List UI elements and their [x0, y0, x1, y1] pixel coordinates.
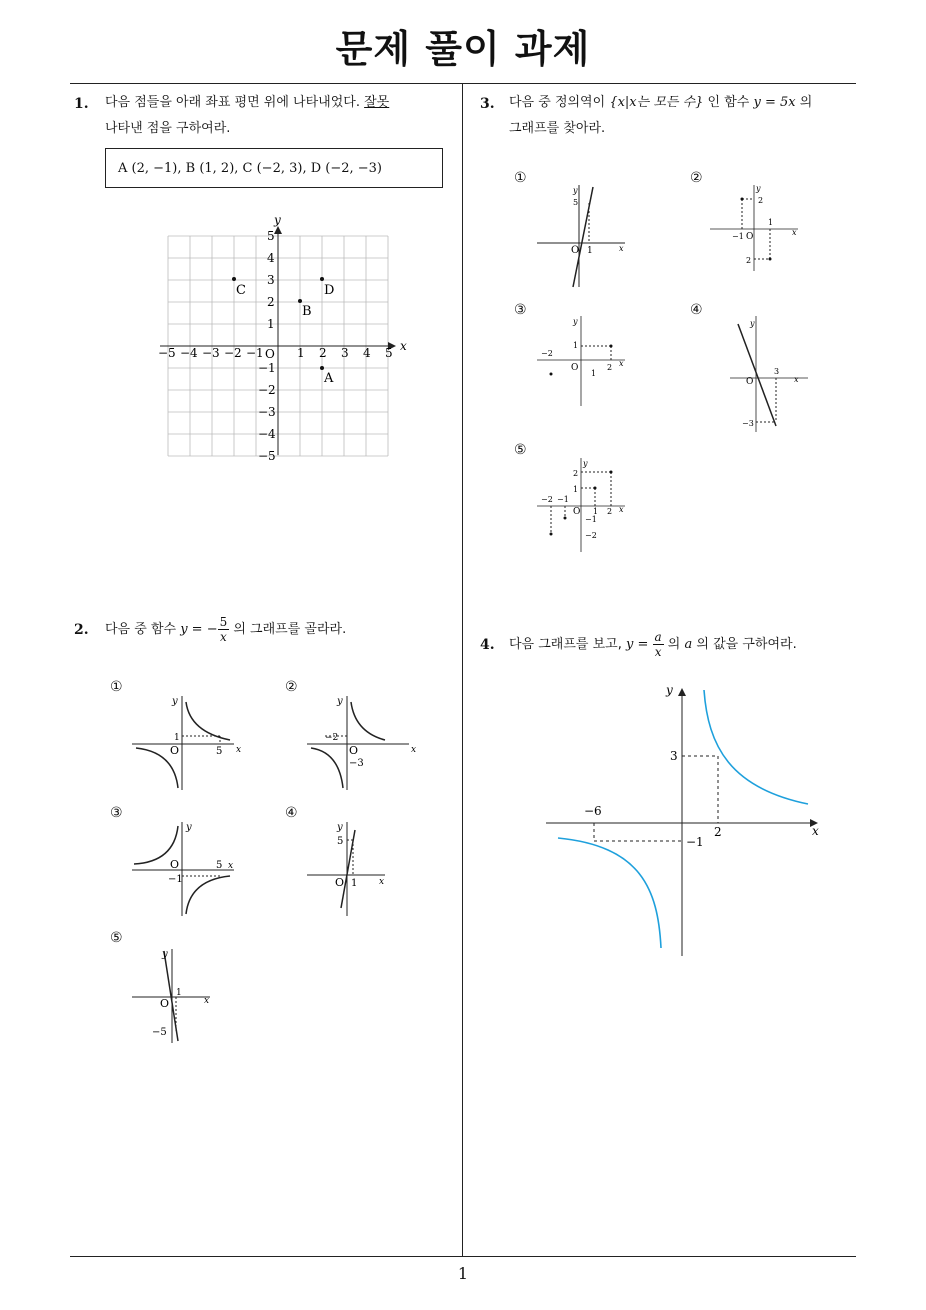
- q3-text-c: 그래프를 찾아라.: [509, 121, 606, 136]
- q4-label-x2: 2: [714, 825, 722, 839]
- q4-x-label: x: [812, 824, 819, 838]
- q3o5-x2: 2: [607, 507, 613, 516]
- q2o3-x5: 5: [216, 860, 223, 871]
- q1-text: [105, 90, 457, 142]
- top-rule: [70, 83, 856, 84]
- q1-x-tick: −4: [180, 346, 198, 360]
- q3-option-2-graph[interactable]: [708, 183, 808, 273]
- q2o4-x1: 1: [351, 878, 358, 889]
- q2-option-3-graph[interactable]: [130, 818, 240, 918]
- q1-y-tick: −1: [258, 361, 276, 375]
- q1-x-label: x: [400, 339, 407, 353]
- q4-y-arrow: [678, 688, 686, 696]
- q4-graph: [540, 678, 830, 963]
- q4-number: 4.: [480, 637, 495, 653]
- q2o4-y: y: [337, 822, 343, 833]
- q3-text-b: 의: [795, 95, 813, 110]
- q1-text-underlined: 잘못: [364, 95, 390, 110]
- q1-x-tick: −2: [224, 346, 242, 360]
- q2o3-yn: −1: [168, 874, 183, 885]
- q2o5-origin: O: [160, 997, 170, 1010]
- q3-option-3-graph[interactable]: [535, 314, 635, 409]
- q2-fraction: [218, 615, 230, 644]
- q1-x-tick: 3: [341, 346, 349, 360]
- q3o2-yn: 2: [746, 256, 752, 265]
- q2-option-2-graph[interactable]: [305, 692, 415, 792]
- bottom-rule: [70, 1256, 856, 1257]
- label-C: C: [236, 283, 246, 298]
- q4-label-y3: 3: [670, 749, 678, 763]
- q2o5-y: y: [162, 949, 168, 960]
- q3o4-origin: O: [746, 377, 754, 387]
- q3-text-a: 다음 중 정의역이: [509, 95, 610, 110]
- q2-option-4-marker[interactable]: ④: [285, 805, 298, 821]
- q3-option-3-marker[interactable]: ③: [514, 302, 527, 318]
- q1-text-b: 나타낸 점을 구하여라.: [105, 121, 231, 136]
- q3-option-1-graph[interactable]: [535, 183, 635, 289]
- q1-y-tick: 2: [267, 295, 275, 309]
- label-D: D: [324, 283, 335, 298]
- q1-coordinate-plane: [150, 210, 410, 470]
- point-A: [320, 366, 324, 370]
- q4-var-a: a: [684, 637, 693, 652]
- q2-option-1-marker[interactable]: ①: [110, 679, 123, 695]
- q1-number: 1.: [74, 96, 89, 112]
- q3o5-origin: O: [573, 507, 581, 517]
- q3o1-x: x: [619, 244, 624, 253]
- q2o4-y5: 5: [337, 836, 344, 847]
- q3o4-y: y: [750, 319, 755, 328]
- q3-text-mid: 인 함수: [703, 95, 754, 110]
- q1-x-tick: 2: [319, 346, 327, 360]
- q1-x-tick: −3: [202, 346, 220, 360]
- q1-y-tick: 3: [267, 273, 275, 287]
- q1-y-arrow: [274, 226, 282, 234]
- q2-option-1-graph[interactable]: [130, 692, 240, 792]
- q3o2-y2: 2: [758, 196, 764, 205]
- q2-formula-lhs: y = −: [180, 622, 218, 637]
- q3o3-y1: 1: [573, 341, 579, 350]
- q2-frac-den: x: [220, 630, 227, 644]
- q3o5-y2: 2: [573, 469, 579, 478]
- q4-frac-den: x: [654, 645, 662, 659]
- q3o5-yn1: −1: [585, 515, 597, 524]
- q3o2-x: x: [792, 228, 797, 237]
- q3o4-yn: −3: [742, 419, 754, 428]
- q4-text-b: 의: [663, 637, 685, 652]
- q3o1-origin: O: [571, 245, 580, 256]
- q2-option-2-marker[interactable]: ②: [285, 679, 298, 695]
- q3o3-xn: −2: [541, 349, 553, 358]
- q3o5-y1: 1: [573, 485, 579, 494]
- point-D: [320, 277, 324, 281]
- q1-y-tick: −3: [258, 405, 276, 419]
- q2o1-x: x: [236, 745, 242, 755]
- q2-option-4-graph[interactable]: [305, 818, 415, 918]
- q2o3-x: x: [228, 861, 234, 871]
- q4-text-a: 다음 그래프를 보고,: [509, 637, 626, 652]
- q4-label-xn6: −6: [584, 804, 602, 818]
- q3-option-2-marker[interactable]: ②: [690, 170, 703, 186]
- q2-text-b: 의 그래프를 골라라.: [229, 622, 347, 637]
- q2-frac-num: 5: [219, 615, 228, 629]
- q2o1-x5: 5: [216, 746, 223, 757]
- q1-origin: O: [265, 347, 275, 361]
- q3-option-4-marker[interactable]: ④: [690, 302, 703, 318]
- q4-curve-quadrant-3: [558, 838, 661, 948]
- q3o4-x: x: [794, 375, 799, 384]
- page-title: 문제 풀이 과제: [335, 27, 591, 71]
- q2o2-origin: O: [349, 744, 359, 757]
- label-A: A: [324, 371, 334, 386]
- q3o1-y5: 5: [573, 198, 579, 207]
- q3o5-y: y: [583, 459, 588, 468]
- label-B: B: [302, 304, 312, 319]
- q4-curve-quadrant-1: [704, 690, 808, 804]
- q3o1-y: y: [573, 186, 578, 195]
- q4-text: [509, 625, 869, 665]
- q2-number: 2.: [74, 622, 89, 638]
- q2o5-x1: 1: [176, 988, 182, 998]
- q3o2-origin: O: [746, 232, 754, 242]
- q1-x-tick: 5: [385, 346, 393, 360]
- q3o5-x1: 1: [593, 507, 599, 516]
- q2-text-a: 다음 중 함수: [105, 622, 181, 637]
- point-C: [232, 277, 236, 281]
- q2o1-y1: 1: [174, 733, 180, 743]
- q2-text: [105, 610, 457, 650]
- q2o1-origin: O: [170, 744, 180, 757]
- q1-text-a: 다음 점들을 아래 좌표 평면 위에 나타내었다.: [105, 95, 365, 110]
- q2o1-y: y: [172, 696, 178, 707]
- q3o3-x1: 1: [591, 369, 597, 378]
- q2o3-y: y: [186, 822, 192, 833]
- q1-y-tick: 4: [267, 251, 275, 265]
- q3o3-y: y: [573, 317, 578, 326]
- q4-fraction: [653, 630, 664, 659]
- q3o2-xn: −1: [732, 232, 744, 241]
- q3-option-4-graph[interactable]: [728, 314, 818, 434]
- q3o4-x3: 3: [774, 367, 780, 376]
- column-divider: [462, 83, 463, 1256]
- q3-domain-set: {x|x는 모든 수}: [609, 95, 704, 110]
- q4-text-c: 의 값을 구하여라.: [692, 637, 797, 652]
- q1-x-tick: 1: [297, 346, 305, 360]
- q1-x-tick: 4: [363, 346, 371, 360]
- q2o5-x: x: [204, 996, 210, 1006]
- q2o5-yn: −5: [152, 1027, 167, 1038]
- q3-text: [509, 90, 869, 142]
- q1-x-tick: −5: [158, 346, 176, 360]
- q2o2-y: y: [337, 696, 343, 707]
- q4-formula-lhs: y =: [626, 637, 653, 652]
- q1-y-tick: 1: [267, 317, 275, 331]
- q3-option-5-graph[interactable]: [535, 456, 635, 554]
- q1-y-label: y: [274, 213, 281, 227]
- q3-number: 3.: [480, 96, 495, 112]
- page-number: 1: [457, 1264, 469, 1283]
- q2-option-5-graph[interactable]: [130, 945, 240, 1045]
- q2o4-x: x: [379, 877, 385, 887]
- q4-y-label: y: [666, 683, 673, 697]
- q3-formula: y = 5x: [753, 95, 796, 110]
- q3o2-x1: 1: [768, 218, 774, 227]
- q1-y-tick: −4: [258, 427, 276, 441]
- q3o5-xn1: −1: [557, 495, 569, 504]
- q3o2-y: y: [756, 184, 761, 193]
- q1-y-tick: −5: [258, 449, 276, 463]
- q2o4-origin: O: [335, 876, 345, 889]
- q1-x-tick: −1: [246, 346, 264, 360]
- q2o2-xn: −2: [325, 733, 339, 743]
- q2o2-x: x: [411, 745, 417, 755]
- q2-option-3-marker[interactable]: ③: [110, 805, 123, 821]
- point-B: [298, 299, 302, 303]
- q3-option-1-marker[interactable]: ①: [514, 170, 527, 186]
- q1-y-tick: −2: [258, 383, 276, 397]
- q4-label-yn1: −1: [686, 835, 704, 849]
- q3o5-yn2: −2: [585, 531, 597, 540]
- q3o5-xn2: −2: [541, 495, 553, 504]
- q3o3-x: x: [619, 359, 624, 368]
- q3o5-x: x: [619, 505, 624, 514]
- q3o1-x1: 1: [587, 246, 593, 256]
- q3o3-origin: O: [571, 363, 579, 373]
- q2o3-origin: O: [170, 858, 180, 871]
- q4-frac-num: a: [654, 630, 662, 644]
- q2o2-yn: −3: [349, 758, 364, 769]
- q2-option-5-marker[interactable]: ⑤: [110, 930, 123, 946]
- q1-points-box: A (2, −1), B (1, 2), C (−2, 3), D (−2, −3): [105, 148, 443, 188]
- q3-option-5-marker[interactable]: ⑤: [514, 442, 527, 458]
- q3o3-x2: 2: [607, 363, 613, 372]
- q1-y-tick: 5: [267, 229, 275, 243]
